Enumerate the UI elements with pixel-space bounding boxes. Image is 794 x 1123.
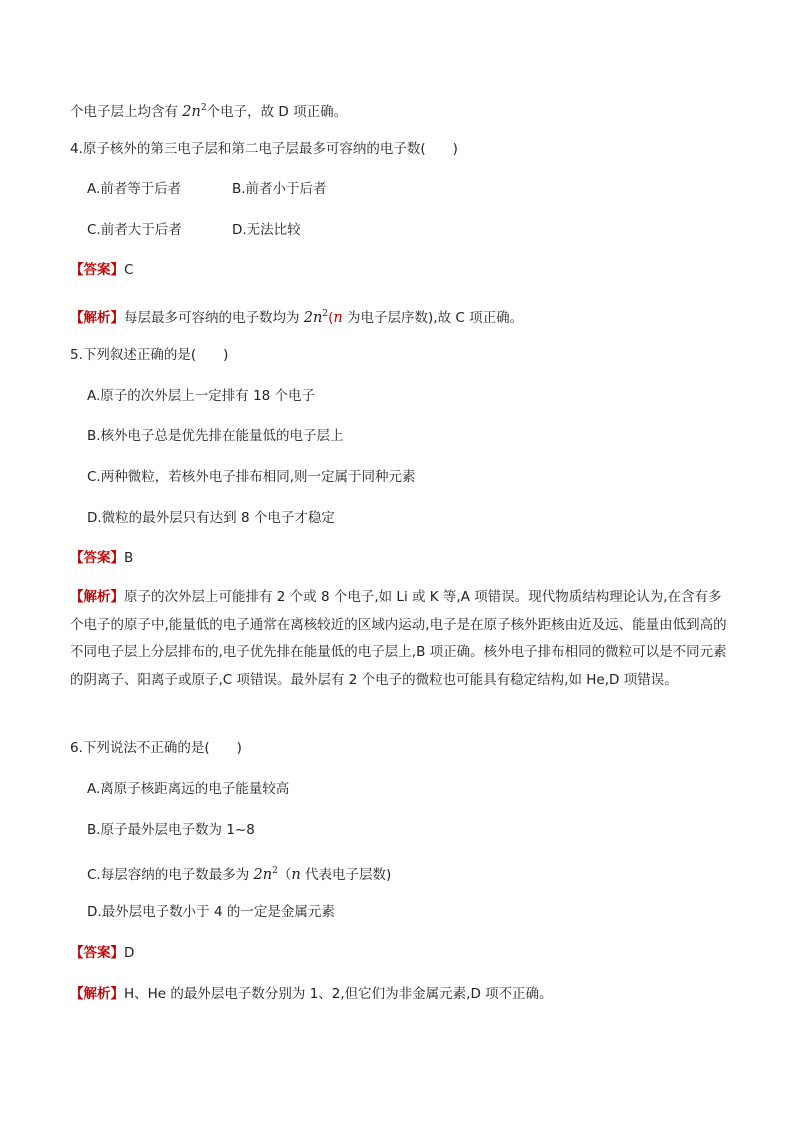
q6-analysis-label: 【解析】 bbox=[70, 986, 124, 1002]
q4-stem: 4.原子核外的第三电子层和第二电子层最多可容纳的电子数( ) bbox=[70, 141, 458, 157]
intro-text-post: 个电子，故 D 项正确。 bbox=[206, 104, 348, 120]
q6-option-c-n: n bbox=[291, 867, 301, 883]
q6-answer bbox=[70, 943, 134, 963]
q4-option-d: D.无法比较 bbox=[232, 222, 301, 238]
q6-option-c-paren: （ bbox=[277, 867, 292, 883]
q5-analysis-text: 原子的次外层上可能排有 2 个或 8 个电子,如 Li 或 K 等,A 项错误。现代物质结构理论认为,在含有多个电子的原子中,能量低的电子通常在离核较近的区域内运动,电子是在原子核外距核由近及远、能量由低到高的不同电子层上分层排布的,电子优先排在能量低的电子层上,B 项正确。核外电子排布相同的微粒可以是不同元素的阴离子、阳离子或原子,C 项错误。最外层有 2 个电子的微粒也可能具有稳定结构,如 He,D 项错误。 bbox=[70, 589, 727, 688]
q5-analysis-label: 【解析】 bbox=[70, 589, 124, 605]
q5-answer bbox=[70, 548, 133, 568]
q4-analysis-n: n bbox=[333, 310, 343, 326]
q4-analysis-label: 【解析】 bbox=[70, 310, 124, 326]
q6-option-d: D.最外层电子数小于 4 的一定是金属元素 bbox=[87, 904, 335, 920]
q6-option-a: A.离原子核距离远的电子能量较高 bbox=[87, 781, 290, 797]
q4-option-a: A.前者等于后者 bbox=[87, 181, 182, 197]
q4-analysis-paren-text: 为电子层序数) bbox=[342, 310, 434, 326]
q6-analysis-text: H、He 的最外层电子数分别为 1、2,但它们为非金属元素,D 项不正确。 bbox=[124, 986, 553, 1002]
q4-analysis-formula: $2n^2$ bbox=[303, 309, 329, 326]
q6-option-c-post: 代表电子层数) bbox=[300, 867, 392, 883]
q5-option-c: C.两种微粒，若核外电子排布相同,则一定属于同种元素 bbox=[87, 469, 416, 485]
q4-analysis bbox=[70, 304, 523, 328]
q5-answer-value: B bbox=[124, 550, 134, 566]
intro-formula: $2n^2$ bbox=[182, 103, 207, 120]
q4-answer-label: 【答案】 bbox=[70, 262, 124, 278]
q6-option-c-formula: $2n^2$ bbox=[253, 866, 278, 883]
q6-option-b: B.原子最外层电子数为 1~8 bbox=[87, 822, 255, 838]
q4-option-b: B.前者小于后者 bbox=[232, 181, 327, 197]
q5-stem: 5.下列叙述正确的是( ) bbox=[70, 347, 229, 363]
q4-analysis-pre: 每层最多可容纳的电子数均为 bbox=[124, 310, 304, 326]
q4-option-c: C.前者大于后者 bbox=[87, 222, 182, 238]
q4-analysis-paren-open: ( bbox=[328, 310, 334, 326]
q6-stem: 6.下列说法不正确的是( ) bbox=[70, 740, 242, 756]
intro-line bbox=[70, 98, 347, 122]
q5-option-d: D.微粒的最外层只有达到 8 个电子才稳定 bbox=[87, 510, 335, 526]
q4-analysis-post: ,故 C 项正确。 bbox=[433, 310, 524, 326]
q5-option-a: A.原子的次外层上一定排有 18 个电子 bbox=[87, 388, 316, 404]
q6-option-c bbox=[87, 861, 391, 885]
q6-option-c-pre: C.每层容纳的电子数最多为 bbox=[87, 867, 254, 883]
q5-option-b: B.核外电子总是优先排在能量低的电子层上 bbox=[87, 428, 344, 444]
q6-answer-value: D bbox=[124, 945, 135, 961]
q4-answer-value: C bbox=[124, 262, 134, 278]
q5-analysis bbox=[70, 584, 732, 694]
q6-analysis bbox=[70, 984, 553, 1004]
intro-text-pre: 个电子层上均含有 bbox=[70, 104, 183, 120]
q6-answer-label: 【答案】 bbox=[70, 945, 124, 961]
q5-answer-label: 【答案】 bbox=[70, 550, 124, 566]
q4-answer bbox=[70, 260, 133, 280]
